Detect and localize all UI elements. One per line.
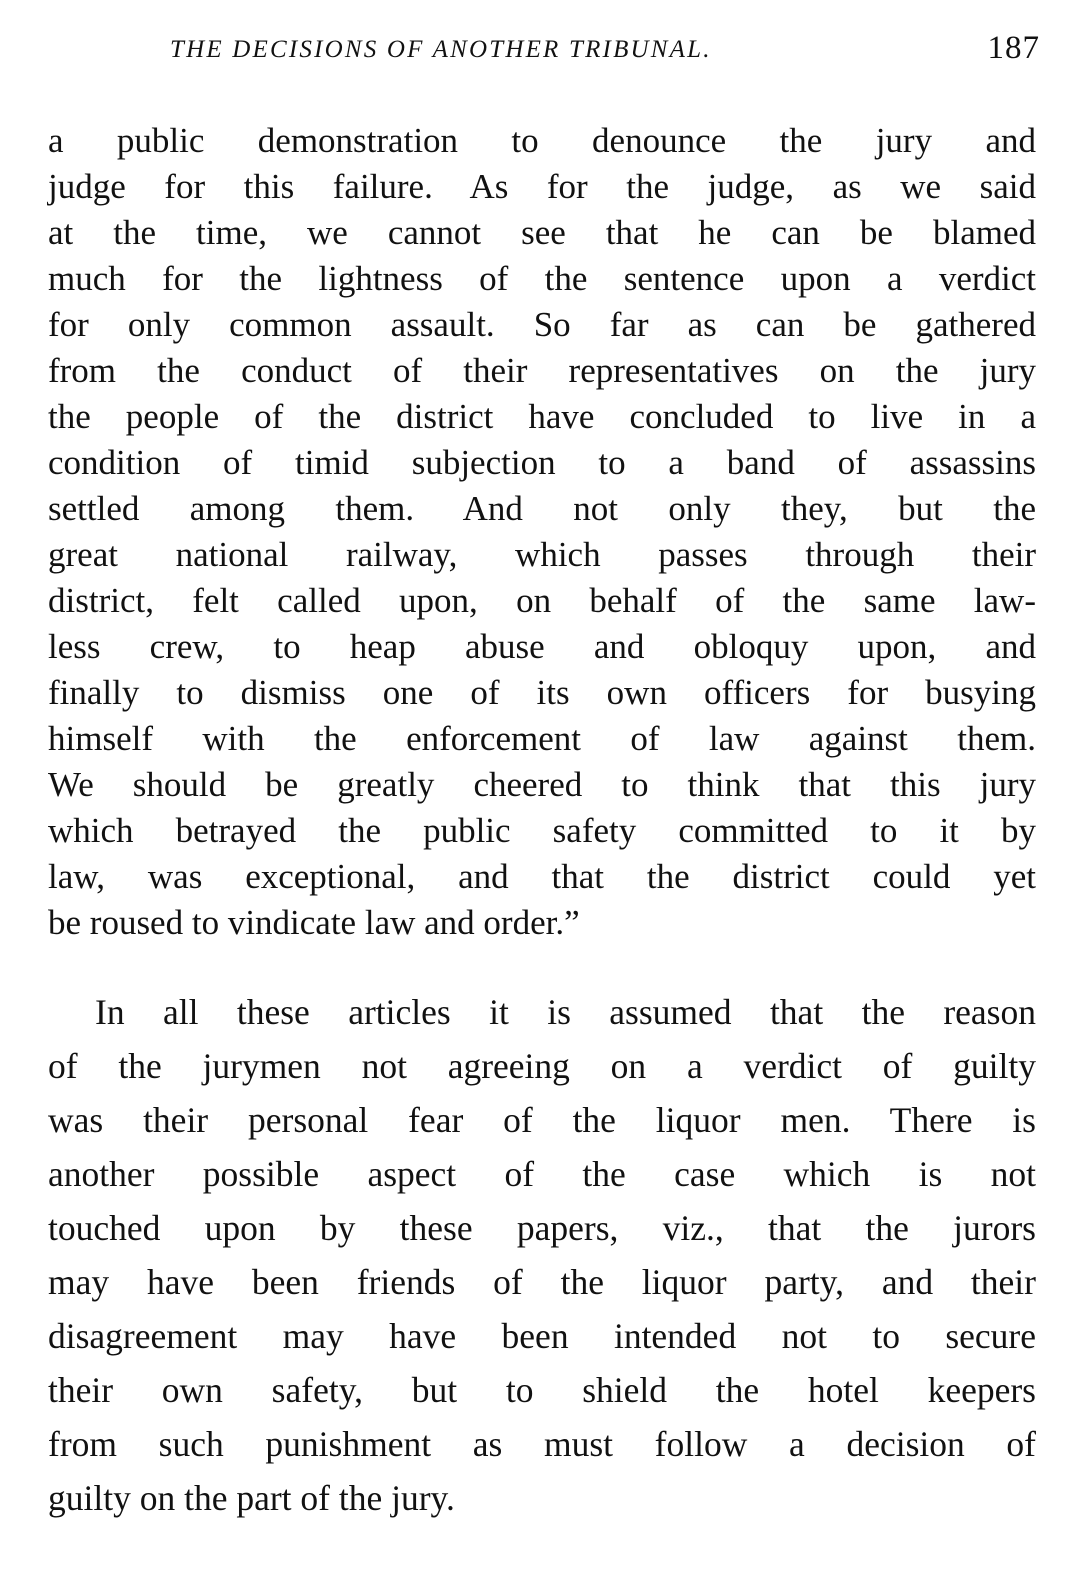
text-line: be roused to vindicate law and order.” [48, 903, 580, 942]
text-line: much for the lightness of the sentence upon a verdict [48, 259, 1036, 298]
text-line: a public demonstration to denounce the jury and [48, 121, 1036, 160]
running-title: THE DECISIONS OF ANOTHER TRIBUNAL. [170, 36, 712, 63]
page-number: 187 [987, 30, 1040, 66]
text-line: In all these articles it is assumed that the reason [95, 992, 1036, 1032]
text-line: district, felt called upon, on behalf of the same law- [48, 581, 1036, 620]
text-line: their own safety, but to shield the hotel keepers [48, 1370, 1036, 1410]
text-line: judge for this failure. As for the judge, as we said [48, 167, 1036, 206]
text-line: less crew, to heap abuse and obloquy upon, and [48, 627, 1036, 666]
text-line: at the time, we cannot see that he can be blamed [48, 213, 1036, 252]
text-line: from such punishment as must follow a decision of [48, 1424, 1036, 1464]
text-line: for only common assault. So far as can be gathered [48, 305, 1036, 344]
text-line: himself with the enforcement of law against them. [48, 719, 1036, 758]
text-line: great national railway, which passes through their [48, 535, 1036, 574]
text-line: of the jurymen not agreeing on a verdict of guilty [48, 1046, 1036, 1086]
text-line: condition of timid subjection to a band of assassins [48, 443, 1036, 482]
text-line: settled among them. And not only they, but the [48, 489, 1036, 528]
text-line: the people of the district have concluded to live in a [48, 397, 1036, 436]
text-line: disagreement may have been intended not to secure [48, 1316, 1036, 1356]
text-line: touched upon by these papers, viz., that the jurors [48, 1208, 1036, 1248]
text-line: which betrayed the public safety committed to it by [48, 811, 1036, 850]
text-line: another possible aspect of the case which is not [48, 1154, 1036, 1194]
text-line: We should be greatly cheered to think that this jury [48, 765, 1036, 804]
text-line: was their personal fear of the liquor men. There is [48, 1100, 1036, 1140]
running-head [170, 30, 1040, 70]
text-line: guilty on the part of the jury. [48, 1478, 455, 1518]
text-line: from the conduct of their representatives on the jury [48, 351, 1036, 390]
text-line: finally to dismiss one of its own officers for busying [48, 673, 1036, 712]
text-line: may have been friends of the liquor party, and their [48, 1262, 1036, 1302]
text-line: law, was exceptional, and that the district could yet [48, 857, 1036, 896]
